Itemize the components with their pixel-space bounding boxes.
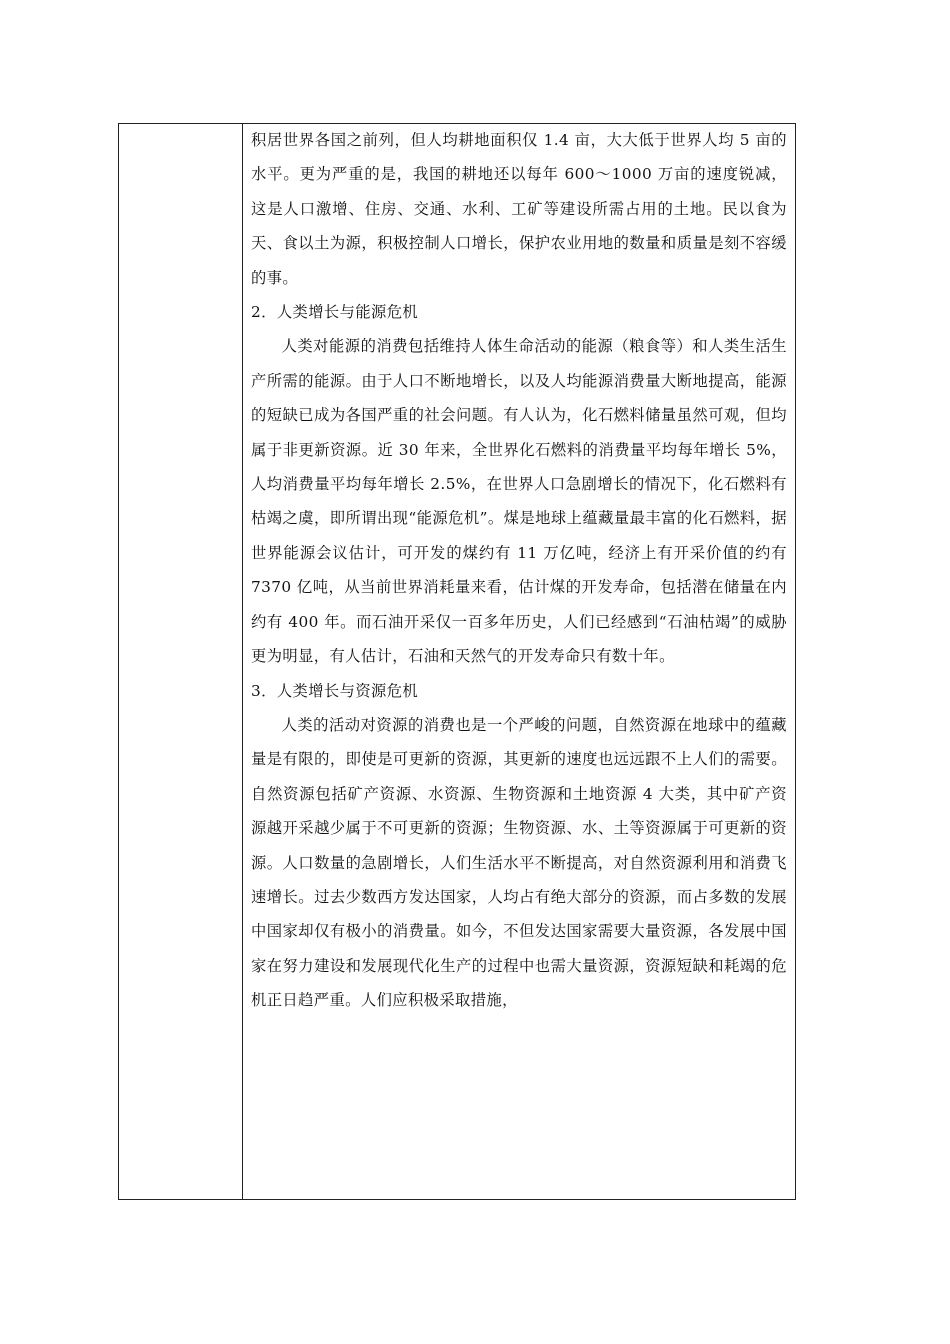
paragraph-energy-crisis: 人类对能源的消费包括维持人体生命活动的能源（粮食等）和人类生活生产所需的能源。由于人口不断地增长，以及人均能源消费量大断地提高，能源的短缺已成为各国严重的社会问题。有人认为，化石燃料储量虽然可观，但均属于非更新资源。近 30 年来，全世界化石燃料的消费量平均每年增长 5%，人均消费量平均每年增长 2.5%，在世界人口急剧增长的情况下，化石燃料有枯竭之虞，即所谓出现“能源危机”。煤是地球上蕴藏量最丰富的化石燃料，据世界能源会议估计，可开发的煤约有 11 万亿吨，经济上有开采价值的约有 7370 亿吨，从当前世界消耗量来看，估计煤的开发寿命，包括潜在储量在内约有 400 年。而石油开采仅一百多年历史，人们已经感到“石油枯竭”的威胁更为明显，有人估计，石油和天然气的开发寿命只有数十年。: [251, 337, 787, 666]
heading-energy-crisis: 2．人类增长与能源危机: [251, 303, 419, 322]
paragraph-resource-crisis: 人类的活动对资源的消费也是一个严峻的问题，自然资源在地球中的蕴藏量是有限的，即使是可更新的资源，其更新的速度也远远跟不上人们的需要。自然资源包括矿产资源、水资源、生物资源和土地资源 4 大类，其中矿产资源越开采越少属于不可更新的资源；生物资源、水、土等资源属于可更新的资源。人口数量的急剧增长，人们生活水平不断提高，对自然资源利用和消费飞速增长。过去少数西方发达国家，人均占有绝大部分的资源，而占多数的发展中国家却仅有极小的消费量。如今，不但发达国家需要大量资源，各发展中国家在努力建设和发展现代化生产的过程中也需大量资源，资源短缺和耗竭的危机正日趋严重。人们应积极采取措施，: [251, 715, 787, 1010]
document-body: [251, 123, 787, 1018]
heading-resource-crisis: 3．人类增长与资源危机: [251, 681, 419, 700]
document-table: [118, 123, 796, 1200]
table-right-cell: [243, 124, 795, 1199]
paragraph-farmland: 积居世界各国之前列，但人均耕地面积仅 1.4 亩，大大低于世界人均 5 亩的水平。更为严重的是，我国的耕地还以每年 600～1000 万亩的速度锐减，这是人口激增、住房、交通、水利、工矿等建设所需占用的土地。民以食为天、食以土为源，积极控制人口增长，保护农业用地的数量和质量是刻不容缓的事。: [251, 131, 787, 287]
table-left-cell: [119, 124, 243, 1199]
